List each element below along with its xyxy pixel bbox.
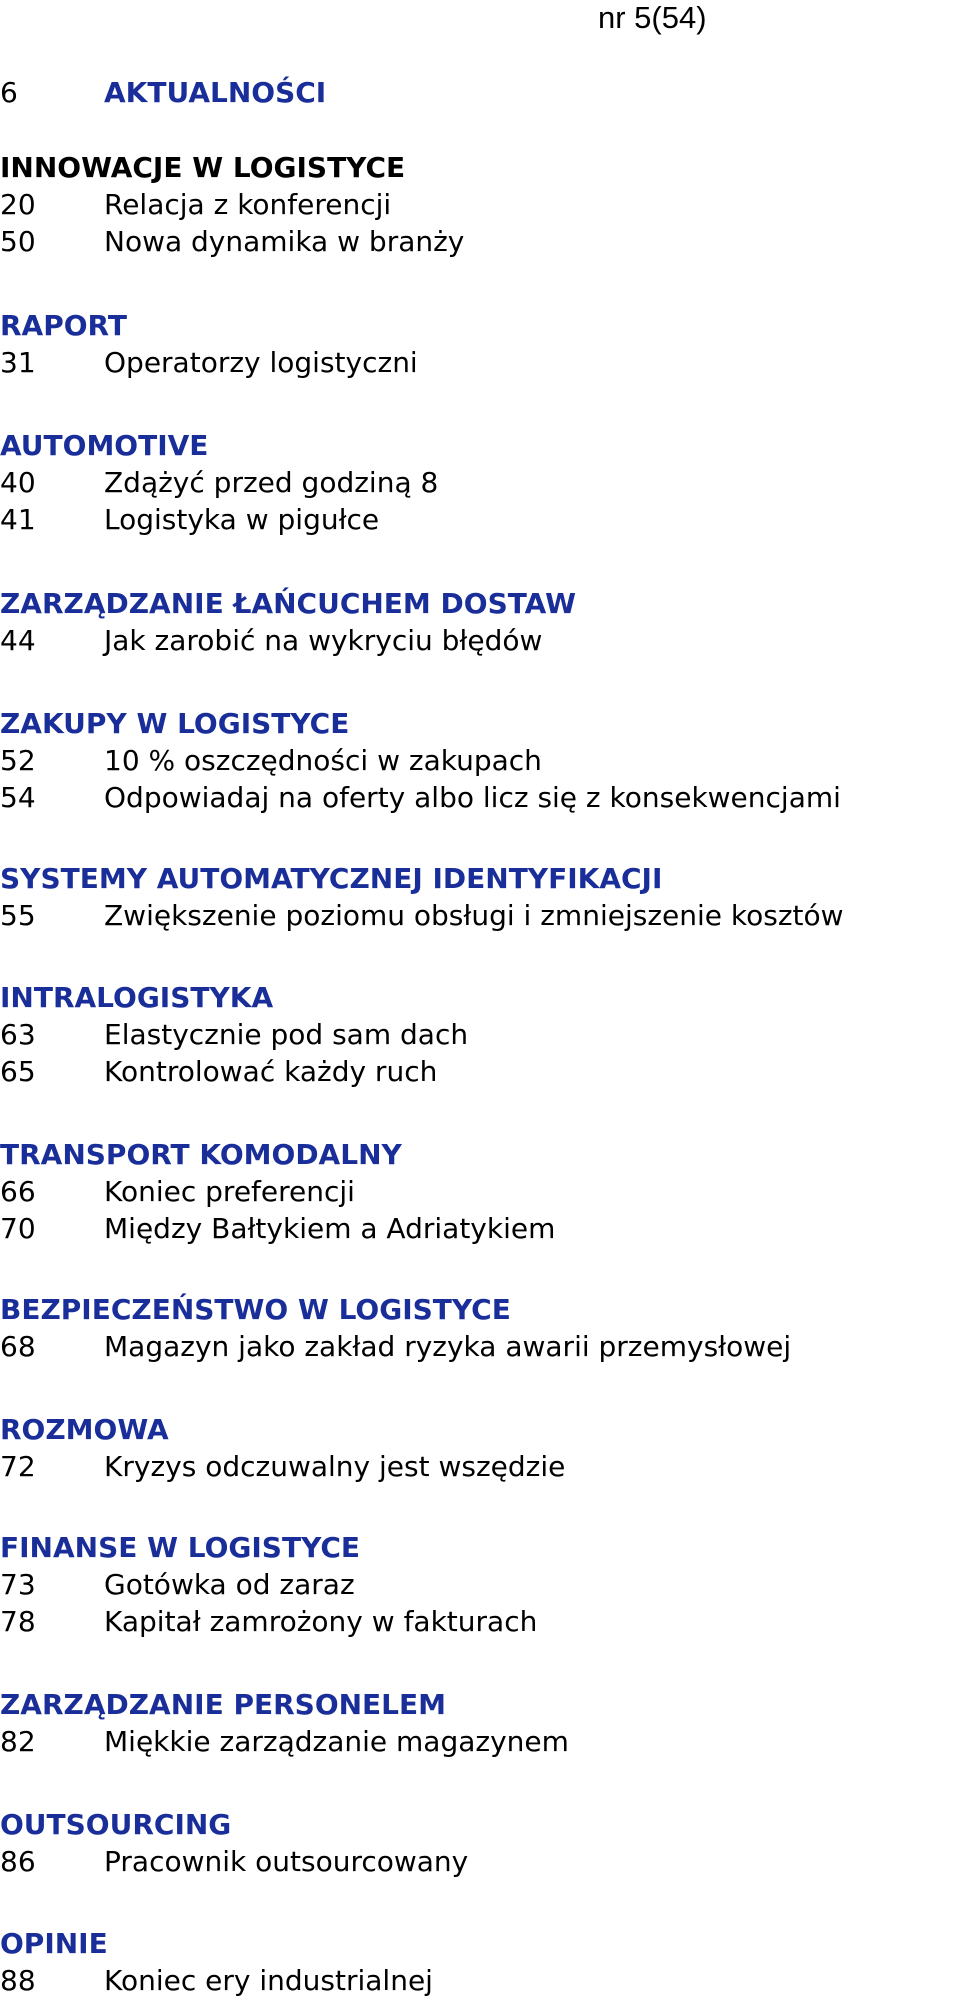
toc-entry[interactable] <box>0 1328 960 1365</box>
toc-entry[interactable] <box>0 1723 960 1760</box>
toc-entry[interactable] <box>0 1566 960 1603</box>
entry-title: Zwiększenie poziomu obsługi i zmniejszenie kosztów <box>104 899 844 932</box>
section-heading: BEZPIECZEŃSTWO W LOGISTYCE <box>0 1293 511 1326</box>
entry-page-number: 63 <box>0 1018 36 1051</box>
section-heading: ZAKUPY W LOGISTYCE <box>0 707 350 740</box>
entry-page-number: 82 <box>0 1725 36 1758</box>
entry-page-number: 6 <box>0 76 18 109</box>
toc-entry[interactable] <box>0 223 960 260</box>
entry-page-number: 73 <box>0 1568 36 1601</box>
entry-title: Koniec preferencji <box>104 1175 355 1208</box>
entry-title: Nowa dynamika w branży <box>104 225 465 258</box>
entry-page-number: 88 <box>0 1964 36 1997</box>
entry-title: Odpowiadaj na oferty albo licz się z konsekwencjami <box>104 781 841 814</box>
toc-section-outsourcing <box>0 1806 960 1880</box>
entry-title: Jak zarobić na wykryciu błędów <box>104 624 543 657</box>
entry-page-number: 70 <box>0 1212 36 1245</box>
issue-number: nr 5(54) <box>598 0 707 35</box>
section-heading: OPINIE <box>0 1927 108 1960</box>
section-heading: TRANSPORT KOMODALNY <box>0 1138 402 1171</box>
toc-entry[interactable] <box>0 1053 960 1090</box>
toc-entry[interactable] <box>0 897 960 934</box>
toc-entry[interactable] <box>0 464 960 501</box>
toc-section-identyfikacja <box>0 860 960 934</box>
entry-title: Gotówka od zaraz <box>104 1568 355 1601</box>
section-heading: AUTOMOTIVE <box>0 429 209 462</box>
toc-section-zakupy <box>0 705 960 816</box>
entry-page-number: 20 <box>0 188 36 221</box>
section-heading: RAPORT <box>0 309 127 342</box>
section-heading: INNOWACJE W LOGISTYCE <box>0 151 406 184</box>
entry-title: AKTUALNOŚCI <box>104 76 327 109</box>
toc-entry[interactable] <box>0 1962 960 1999</box>
entry-title: Pracownik outsourcowany <box>104 1845 469 1878</box>
entry-page-number: 86 <box>0 1845 36 1878</box>
entry-title: Relacja z konferencji <box>104 188 392 221</box>
toc-entry[interactable] <box>0 779 960 816</box>
entry-title: 10 % oszczędności w zakupach <box>104 744 542 777</box>
entry-page-number: 68 <box>0 1330 36 1363</box>
toc-section-lancuch-dostaw <box>0 585 960 659</box>
entry-page-number: 40 <box>0 466 36 499</box>
section-heading: INTRALOGISTYKA <box>0 981 274 1014</box>
entry-title: Operatorzy logistyczni <box>104 346 418 379</box>
entry-page-number: 65 <box>0 1055 36 1088</box>
entry-page-number: 66 <box>0 1175 36 1208</box>
entry-page-number: 78 <box>0 1605 36 1638</box>
entry-title: Koniec ery industrialnej <box>104 1964 433 1997</box>
entry-title: Zdążyć przed godziną 8 <box>104 466 439 499</box>
section-heading: OUTSOURCING <box>0 1808 232 1841</box>
entry-title: Magazyn jako zakład ryzyka awarii przemysłowej <box>104 1330 792 1363</box>
entry-page-number: 41 <box>0 503 36 536</box>
toc-section-automotive <box>0 427 960 538</box>
entry-title: Kryzys odczuwalny jest wszędzie <box>104 1450 566 1483</box>
entry-title: Elastycznie pod sam dach <box>104 1018 469 1051</box>
section-heading: FINANSE W LOGISTYCE <box>0 1531 361 1564</box>
toc-entry[interactable] <box>0 1603 960 1640</box>
toc-section-opinie <box>0 1925 960 1999</box>
entry-page-number: 50 <box>0 225 36 258</box>
section-heading: SYSTEMY AUTOMATYCZNEJ IDENTYFIKACJI <box>0 862 663 895</box>
toc-entry[interactable] <box>0 344 960 381</box>
entry-page-number: 55 <box>0 899 36 932</box>
entry-title: Kontrolować każdy ruch <box>104 1055 438 1088</box>
toc-entry[interactable] <box>0 1210 960 1247</box>
toc-section-transport <box>0 1136 960 1247</box>
toc-entry[interactable] <box>0 1448 960 1485</box>
entry-title: Miękkie zarządzanie magazynem <box>104 1725 569 1758</box>
entry-title: Kapitał zamrożony w fakturach <box>104 1605 538 1638</box>
toc-entry[interactable] <box>0 742 960 779</box>
entry-page-number: 31 <box>0 346 36 379</box>
entry-page-number: 54 <box>0 781 36 814</box>
toc-entry[interactable] <box>0 186 960 223</box>
toc-entry[interactable] <box>0 622 960 659</box>
toc-lead-entry[interactable] <box>0 74 326 111</box>
toc-entry[interactable] <box>0 501 960 538</box>
toc-section-finanse <box>0 1529 960 1640</box>
toc-entry[interactable] <box>0 1016 960 1053</box>
toc-section-intralogistyka <box>0 979 960 1090</box>
entry-title: Między Bałtykiem a Adriatykiem <box>104 1212 556 1245</box>
section-heading: ZARZĄDZANIE PERSONELEM <box>0 1688 447 1721</box>
entry-page-number: 72 <box>0 1450 36 1483</box>
section-heading: ZARZĄDZANIE ŁAŃCUCHEM DOSTAW <box>0 587 576 620</box>
toc-entry[interactable] <box>0 1173 960 1210</box>
entry-page-number: 44 <box>0 624 36 657</box>
toc-section-rozmowa <box>0 1411 960 1485</box>
section-heading: ROZMOWA <box>0 1413 169 1446</box>
toc-section-personel <box>0 1686 960 1760</box>
toc-entry[interactable] <box>0 1843 960 1880</box>
toc-section-innowacje <box>0 149 960 260</box>
entry-title: Logistyka w pigułce <box>104 503 380 536</box>
entry-page-number: 52 <box>0 744 36 777</box>
toc-section-bezpieczenstwo <box>0 1291 960 1365</box>
toc-section-raport <box>0 307 960 381</box>
